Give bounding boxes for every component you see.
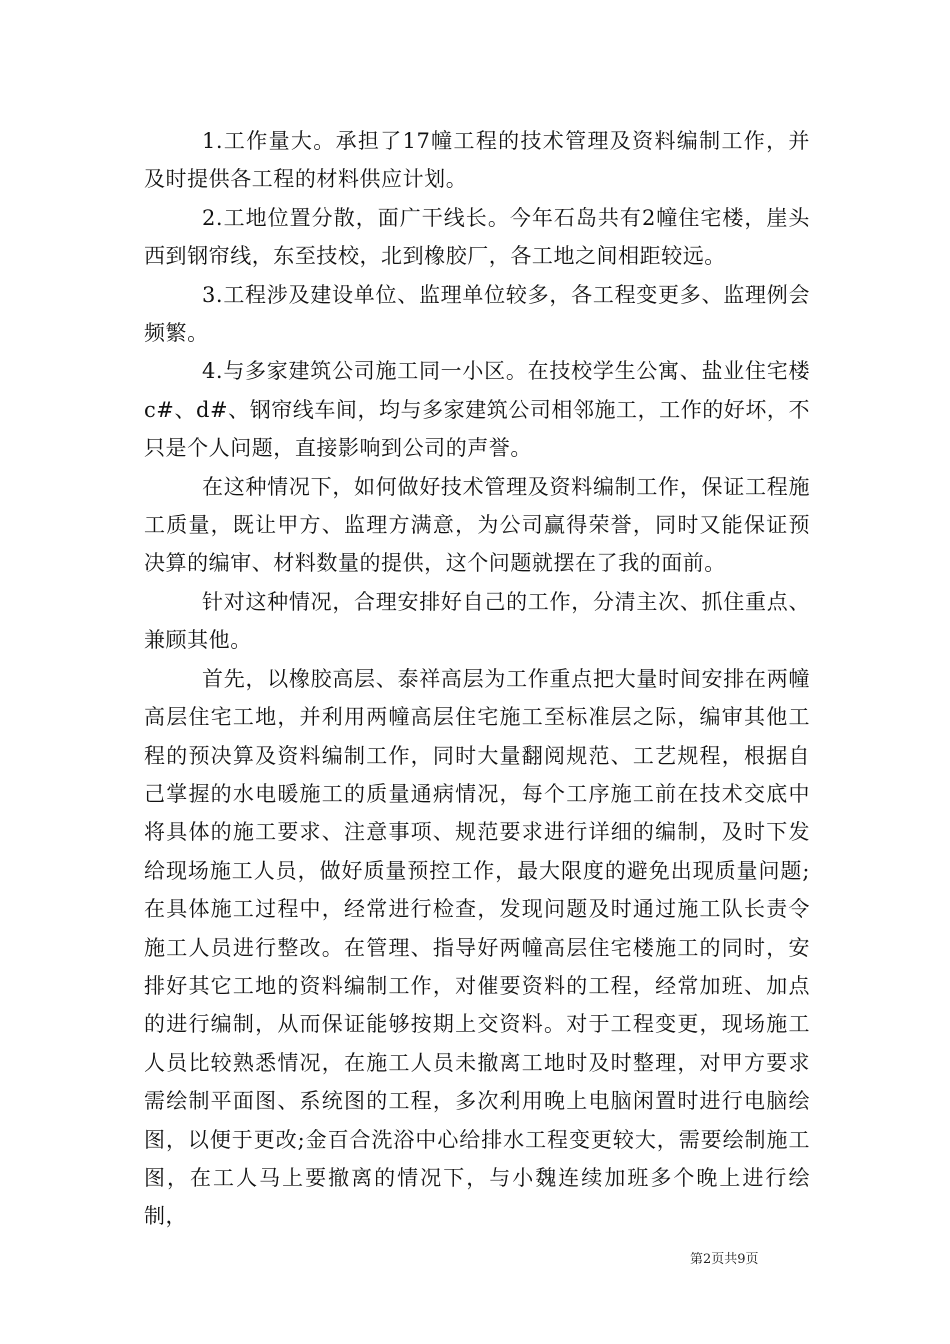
paragraph-supervision: 3.工程涉及建设单位、监理单位较多，各工程变更多、监理例会频繁。 <box>144 282 810 346</box>
paragraph-situation: 在这种情况下，如何做好技术管理及资料编制工作，保证工程施工质量，既让甲方、监理方满意，为公司赢得荣誉，同时又能保证预决算的编审、材料数量的提供，这个问题就摆在了我的面前。 <box>144 474 810 576</box>
page-number-footer: 第2页共9页 <box>690 1252 759 1267</box>
paragraph-arrangement: 针对这种情况，合理安排好自己的工作，分清主次、抓住重点、兼顾其他。 <box>144 589 810 653</box>
document-body <box>144 122 810 1236</box>
paragraph-workload: 1.工作量大。承担了17幢工程的技术管理及资料编制工作，并及时提供各工程的材料供应计划。 <box>144 129 810 192</box>
paragraph-site-location: 2.工地位置分散，面广干线长。今年石岛共有2幢住宅楼，崖头西到钢帘线，东至技校，北到橡胶厂，各工地之间相距较远。 <box>144 205 810 269</box>
paragraph-construction-companies: 4.与多家建筑公司施工同一小区。在技校学生公寓、盐业住宅楼c#、d#、钢帘线车间，均与多家建筑公司相邻施工，工作的好坏，不只是个人问题，直接影响到公司的声誉。 <box>144 359 810 461</box>
paragraph-first-measures: 首先，以橡胶高层、泰祥高层为工作重点把大量时间安排在两幢高层住宅工地，并利用两幢高层住宅施工至标准层之际，编审其他工程的预决算及资料编制工作，同时大量翻阅规范、工艺规程，根据自己掌握的水电暖施工的质量通病情况，每个工序施工前在技术交底中将具体的施工要求、注意事项、规范要求进行详细的编制，及时下发给现场施工人员，做好质量预控工作，最大限度的避免出现质量问题;在具体施工过程中，经常进行检查，发现问题及时通过施工队长责令施工人员进行整改。在管理、指导好两幢高层住宅楼施工的同时，安排好其它工地的资料编制工作，对催要资料的工程，经常加班、加点的进行编制，从而保证能够按期上交资料。对于工程变更，现场施工人员比较熟悉情况，在施工人员未撤离工地时及时整理，对甲方要求需绘制平面图、系统图的工程，多次利用晚上电脑闲置时进行电脑绘图，以便于更改;金百合洗浴中心给排水工程变更较大，需要绘制施工图，在工人马上要撤离的情况下，与小魏连续加班多个晚上进行绘制， <box>144 666 810 1229</box>
